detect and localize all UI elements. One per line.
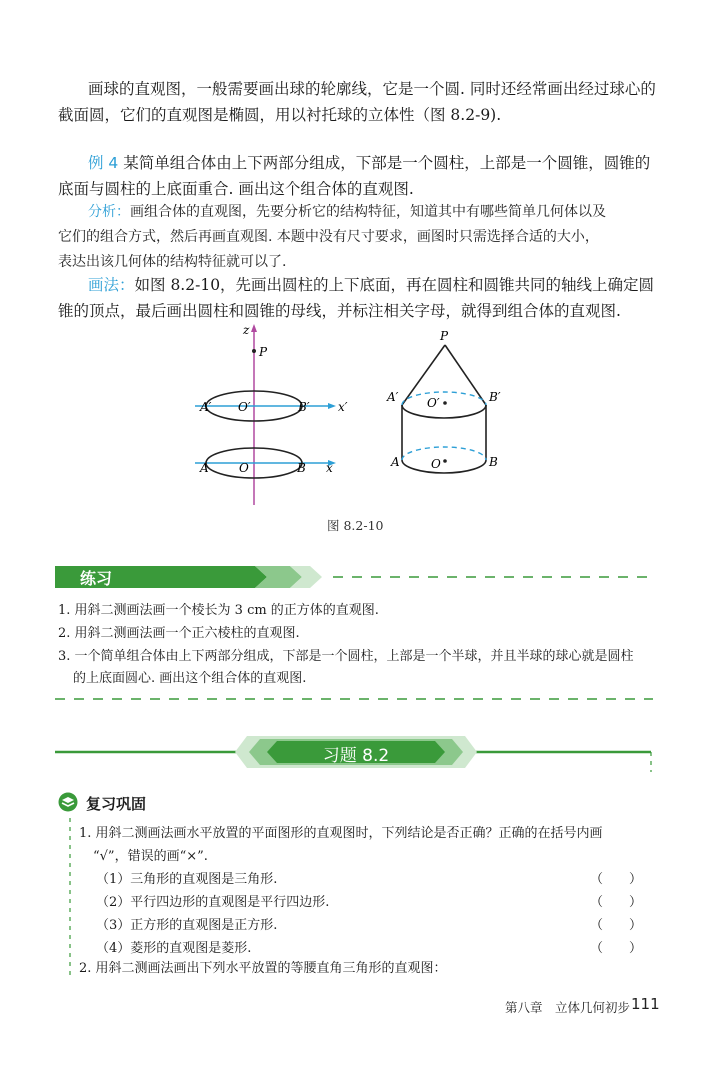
question-1-sub-2: （2）平行四边形的直观图是平行四边形. [96, 895, 330, 910]
question-1-line-2: “√”，错误的画“×”. [93, 849, 208, 864]
method-text-1: 如图 8.2-10，先画出圆柱的上下底面，再在圆柱和圆锥共同的轴线上确定圆 [134, 276, 655, 294]
top-ellipse-front [402, 405, 486, 418]
label-o-left: O [239, 461, 249, 475]
label-p-right: P [440, 329, 449, 343]
figure-caption: 图 8.2-10 [327, 518, 384, 533]
center-o-right [443, 459, 447, 463]
label-a-right: A [391, 455, 400, 469]
practice-bottom-rule [55, 694, 655, 704]
answer-paren-1[interactable]: （ ） [590, 872, 643, 887]
center-o-prime-right [443, 401, 447, 405]
question-1-sub-3: （3）正方形的直观图是正方形. [96, 918, 278, 933]
footer-chapter: 第八章 立体几何初步 [505, 1000, 631, 1015]
method-line-2: 锥的顶点，最后画出圆柱和圆锥的母线，并标注相关字母，就得到组合体的直观图. [58, 302, 621, 320]
question-2: 2. 用斜二测画法画出下列水平放置的等腰直角三角形的直观图： [79, 961, 447, 976]
review-icon [58, 792, 80, 812]
bottom-ellipse-back [402, 447, 486, 460]
label-p-left: P [259, 345, 268, 359]
practice-item-2: 2. 用斜二测画法画一个正六棱柱的直观图. [58, 626, 300, 641]
figure-8-2-10 [0, 320, 720, 520]
label-b-prime-right: B′ [489, 390, 501, 404]
label-b-prime-left: B′ [298, 400, 310, 414]
label-o-right: O [431, 457, 441, 471]
practice-title: 练习 [80, 569, 113, 588]
analysis-text-1: 画组合体的直观图，先要分析它的结构特征，知道其中有哪些简单几何体以及 [130, 204, 606, 220]
label-a-prime-left: A′ [200, 400, 212, 414]
label-o-prime-right: O′ [427, 396, 440, 410]
label-b-right: B [489, 455, 498, 469]
answer-paren-3[interactable]: （ ） [590, 918, 643, 933]
method-line-1 [88, 272, 654, 298]
intro-line-2: 截面圆，它们的直观图是椭圆，用以衬托球的立体性（图 8.2-9). [58, 106, 502, 124]
intro-line-1: 画球的直观图，一般需要画出球的轮廓线，它是一个圆. 同时还经常画出经过球心的 [88, 80, 656, 98]
example-line-2: 底面与圆柱的上底面重合. 画出这个组合体的直观图. [58, 180, 414, 198]
answer-paren-4[interactable]: （ ） [590, 941, 643, 956]
label-x: x [326, 461, 333, 475]
analysis-line-2: 它们的组合方式，然后再画直观图. 本题中没有尺寸要求，画图时只需选择合适的大小， [58, 229, 599, 245]
analysis-line-3: 表达出该几何体的结构特征就可以了. [58, 254, 287, 270]
question-1-sub-1: （1）三角形的直观图是三角形. [96, 872, 278, 887]
answer-paren-2[interactable]: （ ） [590, 895, 643, 910]
example-text-1: 某简单组合体由上下两部分组成，下部是一个圆柱，上部是一个圆锥，圆锥的 [123, 154, 651, 172]
example-tag: 例 4 [88, 154, 119, 172]
method-label: 画法： [88, 276, 135, 294]
exercise-title: 习题 8.2 [322, 746, 390, 766]
practice-banner [55, 562, 655, 592]
label-a-left: A [200, 461, 209, 475]
label-z: z [243, 323, 250, 337]
label-a-prime-right: A′ [387, 390, 399, 404]
label-x-prime: x′ [338, 400, 348, 414]
label-o-prime-left: O′ [238, 400, 251, 414]
question-1-line-1: 1. 用斜二测画法画水平放置的平面图形的直观图时，下列结论是否正确？正确的在括号内画 [79, 826, 603, 841]
z-axis-arrow [251, 324, 257, 332]
practice-item-1: 1. 用斜二测画法画一个棱长为 3 cm 的正方体的直观图. [58, 603, 379, 618]
label-b-left: B [297, 461, 306, 475]
cone-generatrix-right [445, 345, 486, 405]
analysis-label: 分析： [88, 204, 130, 220]
practice-item-3-cont: 的上底面圆心. 画出这个组合体的直观图. [73, 671, 307, 686]
review-left-border [68, 818, 72, 978]
analysis-line-1 [88, 200, 606, 225]
review-section-title: 复习巩固 [86, 795, 147, 813]
point-p-left [252, 349, 256, 353]
page-number: 111 [631, 995, 660, 1013]
practice-item-3: 3. 一个简单组合体由上下两部分组成，下部是一个圆柱，上部是一个半球，并且半球的球心就是圆柱 [58, 649, 634, 664]
question-1-sub-4: （4）菱形的直观图是菱形. [96, 941, 252, 956]
x-prime-arrow [328, 403, 336, 409]
example-line-1 [88, 150, 650, 176]
